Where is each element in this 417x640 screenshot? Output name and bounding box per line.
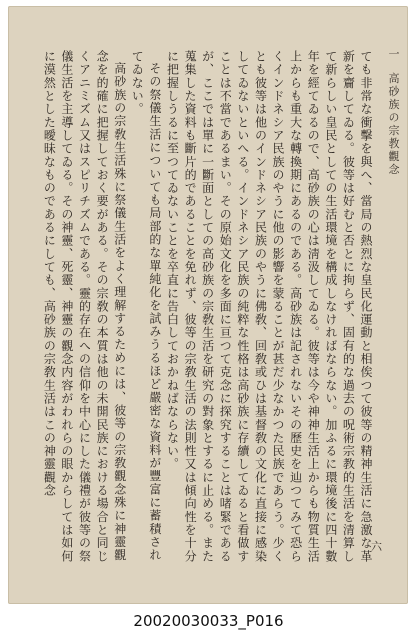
body-text <box>44 50 374 572</box>
chapter-title: 高砂族の宗教觀念 <box>387 72 400 177</box>
chapter-number: 一 <box>387 48 400 61</box>
document-page <box>8 6 408 604</box>
image-caption: 20020030033_P016 <box>133 612 284 630</box>
running-head <box>385 48 401 177</box>
paragraph: 高砂族の宗敎生活殊に祭儀生活をよく理解するためには、彼等の宗敎觀念殊に神靈觀念を的確に把握しておく要がある。その宗敎の本質は他の未開民族における場合と同じくアニミズム又はスピリチズムである。靈的存在への信仰を中心にした儀禮が彼等の祭儀生活を主導してゐる。その神靈、死靈、神靈の觀念内容がわれらの眼からしては如何に漠然とした曖昧なものであるにしても、高砂族の宗敎生活はこの神靈觀念 <box>42 50 127 563</box>
paragraph: その祭儀生活についても局部的な單純化を試みうるほど嚴密な資料が豐富に蓄積されてゐない。 <box>130 50 162 562</box>
paragraph: ても非常な衝擊を與へ、當局の熱烈な皇民化運動と相俟つて彼等の精神生活に急激な革新を齎してゐる。彼等は好むと否とに拘らず、固有的な過去の呪術宗教的生活を清算して新らしい皇民としての生活環境を構成しなければならない。加ふるに環境後に四十數年を經てゐるので、高砂族の心は淸汲してゐる。彼等は今や神神生活上からも物質生活上からも重大な轉換期にあるのである。高砂族は記されないその歷史を辿つてみて恐らくインドネシア民族のやうに他の影響を蒙ることが甚だ少なかつた民族であらう。少くとも彼等は他のインドネシア民族のやうに佛敎、回敎或ひは基督敎の文化に直接に感染してゐないといへる。インドネシア民族の純粹な性格は高砂族に存續してゐると看做すことは不當であるまい。その原始文化を多面に亘つて克念に探究することは啫緊であるが、ここでは單に一斷面としての高砂族の宗敎生活を研究の對象とするに止める。また蒐集した資料も斷片的であることを免れず、彼等の宗敎生活の法則性又は傾向性を十分に把握しうるに至つてゐないことを卒直に告白しておかねばならない。 <box>165 50 373 563</box>
page-number: 六 <box>371 540 382 553</box>
